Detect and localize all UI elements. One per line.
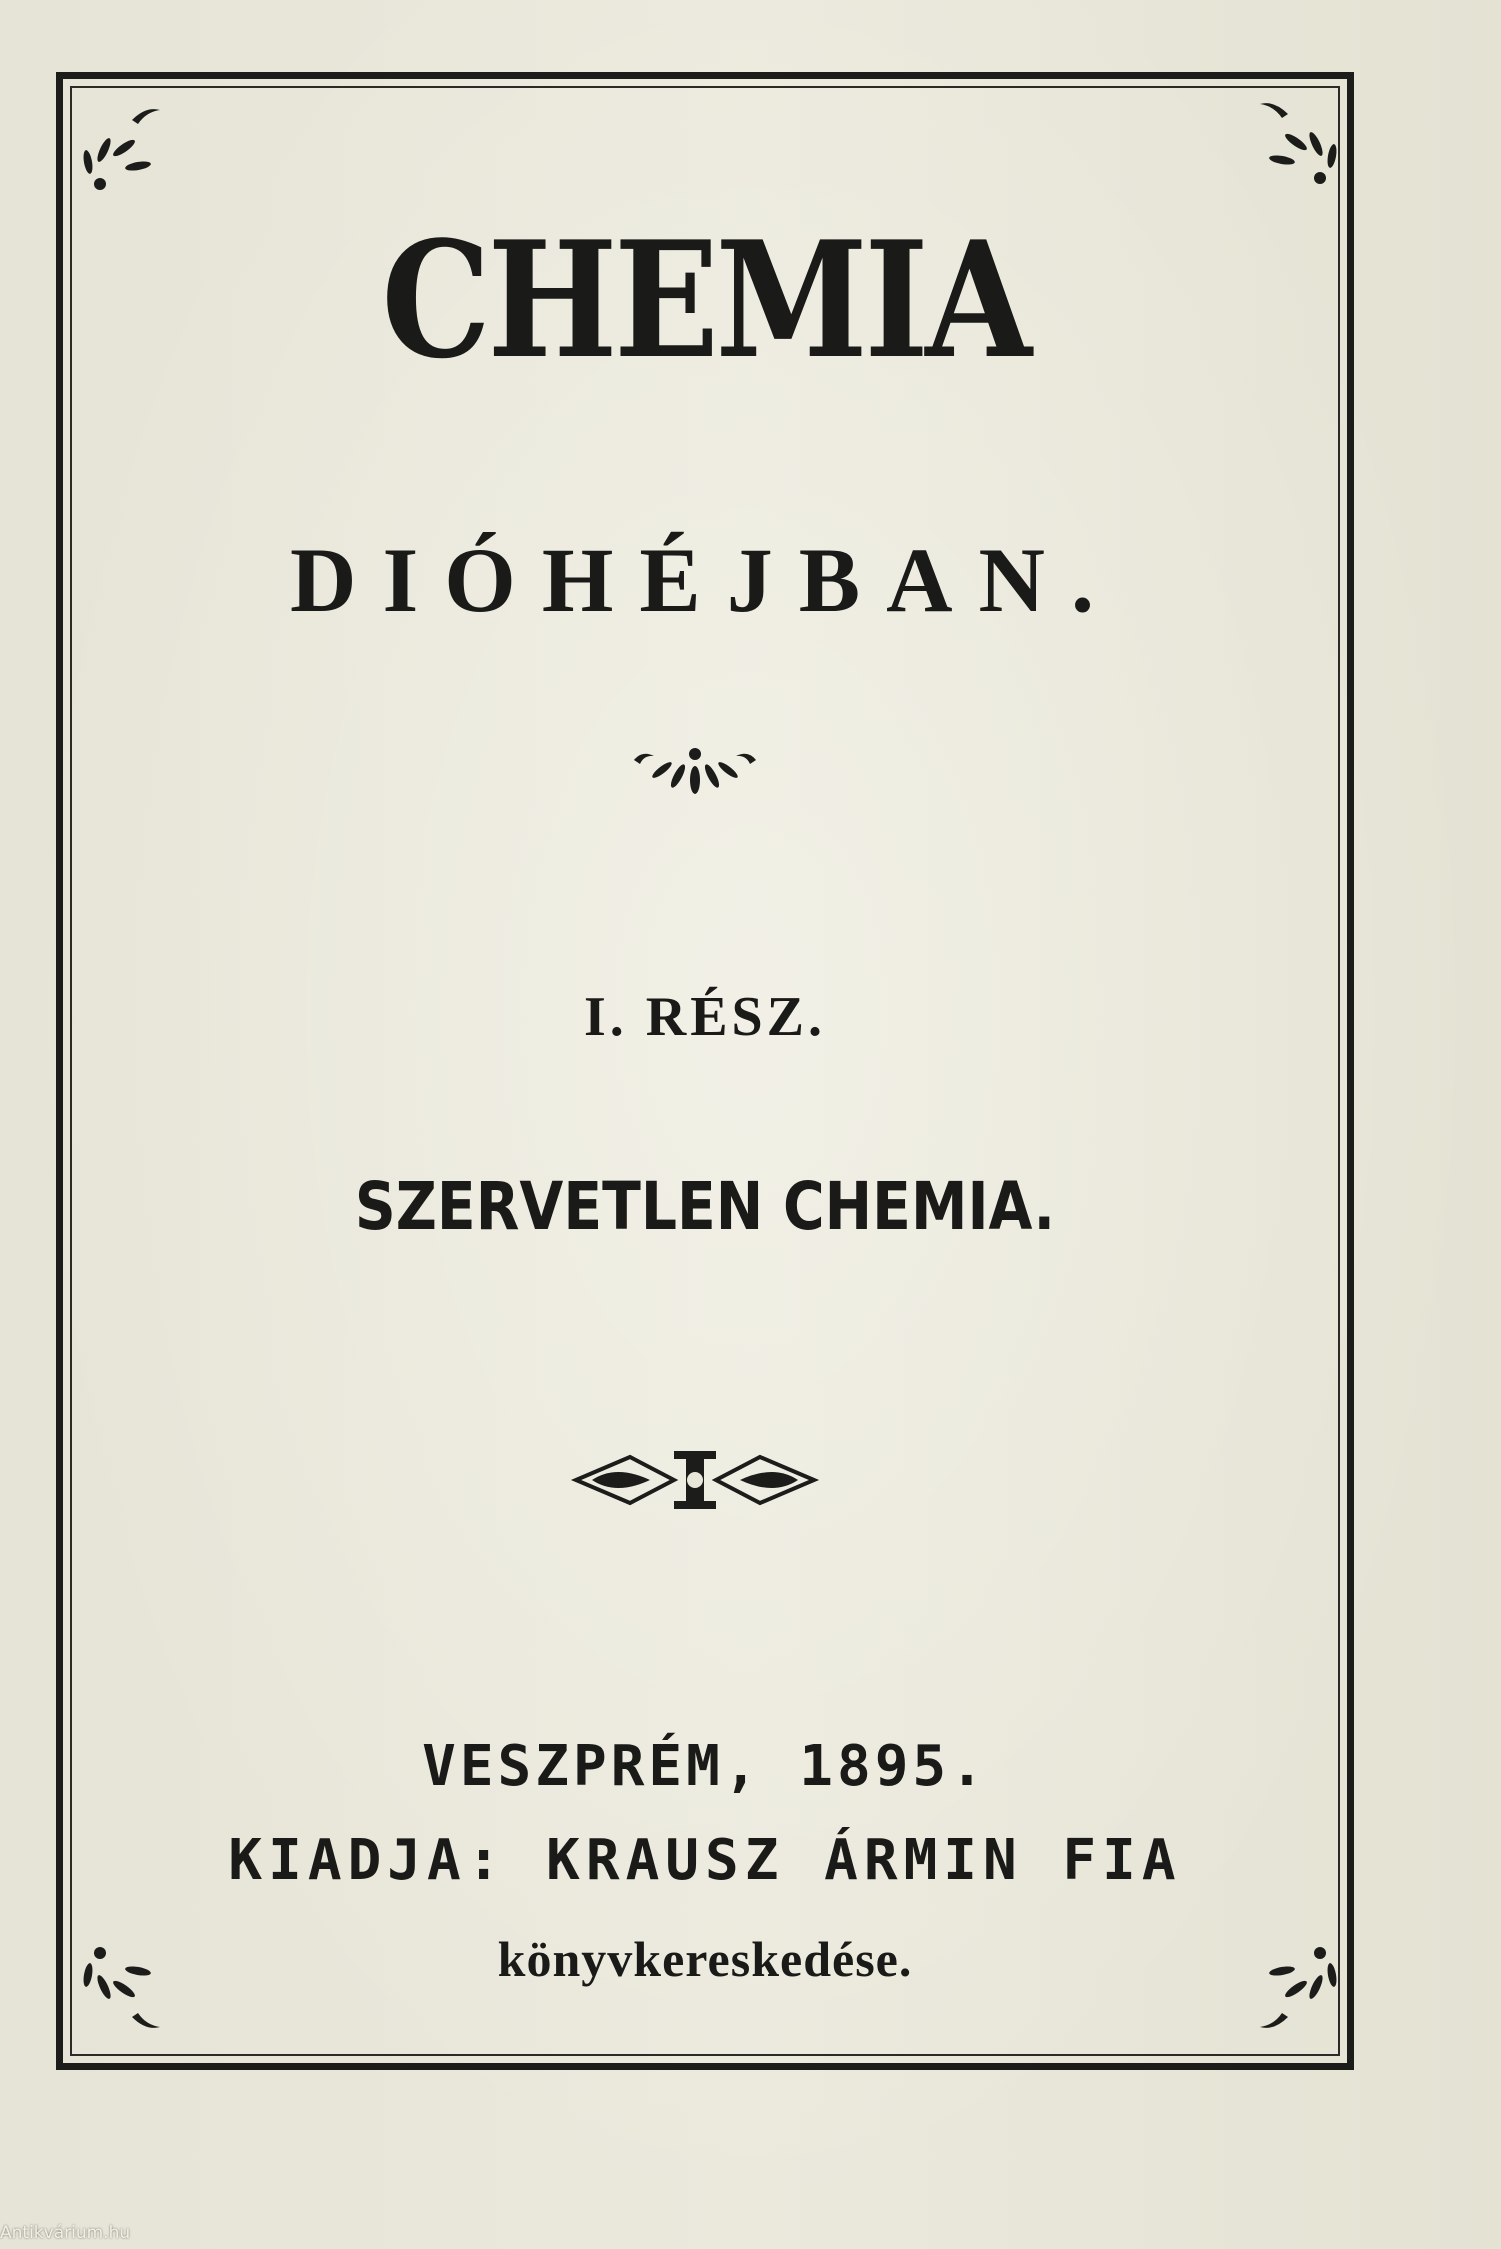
part-heading: I. RÉSZ. [583, 986, 827, 1048]
place-and-year: VESZPRÉM, 1895. [422, 1734, 988, 1799]
book-title: CHEMIA [381, 206, 1029, 394]
publisher-line: KIADJA: KRAUSZ ÁRMIN FIA [228, 1828, 1182, 1893]
bookshop-line: könyvkereskedése. [497, 1931, 913, 1987]
flourish-ornament-icon [1232, 86, 1342, 196]
diamond-ornament-icon [570, 1445, 820, 1515]
flourish-ornament-icon [78, 92, 188, 202]
watermark-text: Antikvárium.hu [0, 2223, 131, 2243]
fleuron-ornament-icon [630, 740, 760, 800]
book-subtitle: DIÓHÉJBAN. [290, 529, 1120, 631]
section-heading: SZERVETLEN CHEMIA. [354, 1168, 1056, 1245]
